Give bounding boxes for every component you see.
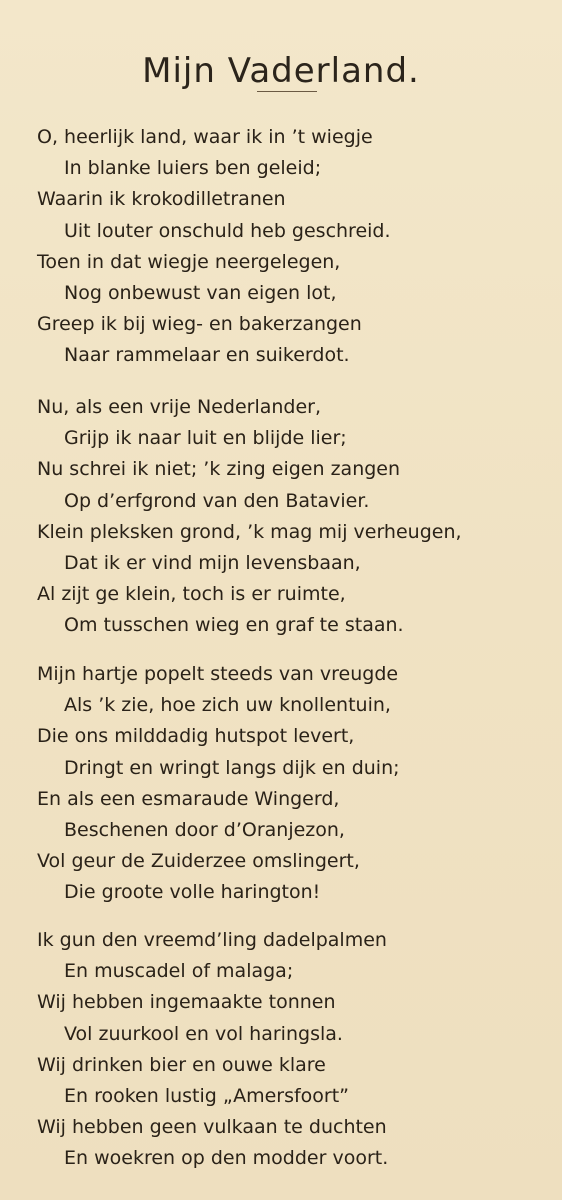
- poem-line: En woekren op den modder voort.: [64, 1147, 389, 1170]
- stanza-3: [0, 659, 562, 909]
- poem-line: Al zijt ge klein, toch is er ruimte,: [37, 583, 346, 606]
- poem-line: Wij hebben geen vulkaan te duchten: [37, 1116, 387, 1139]
- poem-line: En muscadel of malaga;: [64, 960, 294, 983]
- poem-line: Klein pleksken grond, ’k mag mij verheugen,: [37, 520, 462, 543]
- title-divider: [257, 91, 317, 92]
- poem-line: Die groote volle harington!: [64, 881, 321, 904]
- poem-line: Vol zuurkool en vol haringsla.: [64, 1022, 343, 1045]
- poem-line: Om tusschen wieg en graf te staan.: [64, 614, 404, 637]
- poem-line: Nog onbewust van eigen lot,: [64, 281, 337, 304]
- poem-line: Waarin ik krokodilletranen: [37, 188, 286, 211]
- poem-line: Nu schrei ik niet; ’k zing eigen zangen: [37, 458, 401, 481]
- poem-line: Dringt en wringt langs dijk en duin;: [64, 756, 400, 779]
- poem-line: Grijp ik naar luit en blijde lier;: [64, 427, 347, 450]
- poem-line: Naar rammelaar en suikerdot.: [64, 344, 350, 367]
- poem-line: Nu, als een vrije Nederlander,: [37, 396, 322, 418]
- stanza-4: [0, 925, 562, 1175]
- poem-line: In blanke luiers ben geleid;: [64, 157, 322, 180]
- poem-line: Vol geur de Zuiderzee omslingert,: [37, 850, 360, 873]
- poem-line: En als een esmaraude Wingerd,: [37, 787, 340, 810]
- poem-title: Mijn Vaderland.: [142, 50, 420, 91]
- poem-line: Toen in dat wiegje neergelegen,: [37, 250, 341, 273]
- poem-line: Beschenen door d’Oranjezon,: [64, 818, 345, 841]
- stanza-2: [0, 392, 562, 642]
- poem-line: Greep ik bij wieg- en bakerzangen: [37, 313, 362, 336]
- poem-line: Mijn hartje popelt steeds van vreugde: [37, 663, 399, 685]
- poem-line: Die ons milddadig hutspot levert,: [37, 725, 355, 748]
- poem-line: Op d’erfgrond van den Batavier.: [64, 489, 370, 512]
- poem-line: O, heerlijk land, waar ik in ’t wiegje: [37, 126, 373, 148]
- poem-line: Uit louter onschuld heb geschreid.: [64, 219, 391, 242]
- poem-line: En rooken lustig „Amersfoort”: [64, 1084, 350, 1107]
- poem-line: Ik gun den vreemd’ling dadelpalmen: [37, 929, 387, 951]
- poem-line: Dat ik er vind mijn levensbaan,: [64, 551, 361, 574]
- stanza-1: [0, 122, 562, 372]
- poem-line: Wij drinken bier en ouwe klare: [37, 1053, 326, 1076]
- poem-line: Als ’k zie, hoe zich uw knollentuin,: [64, 694, 391, 717]
- poem-line: Wij hebben ingemaakte tonnen: [37, 991, 336, 1014]
